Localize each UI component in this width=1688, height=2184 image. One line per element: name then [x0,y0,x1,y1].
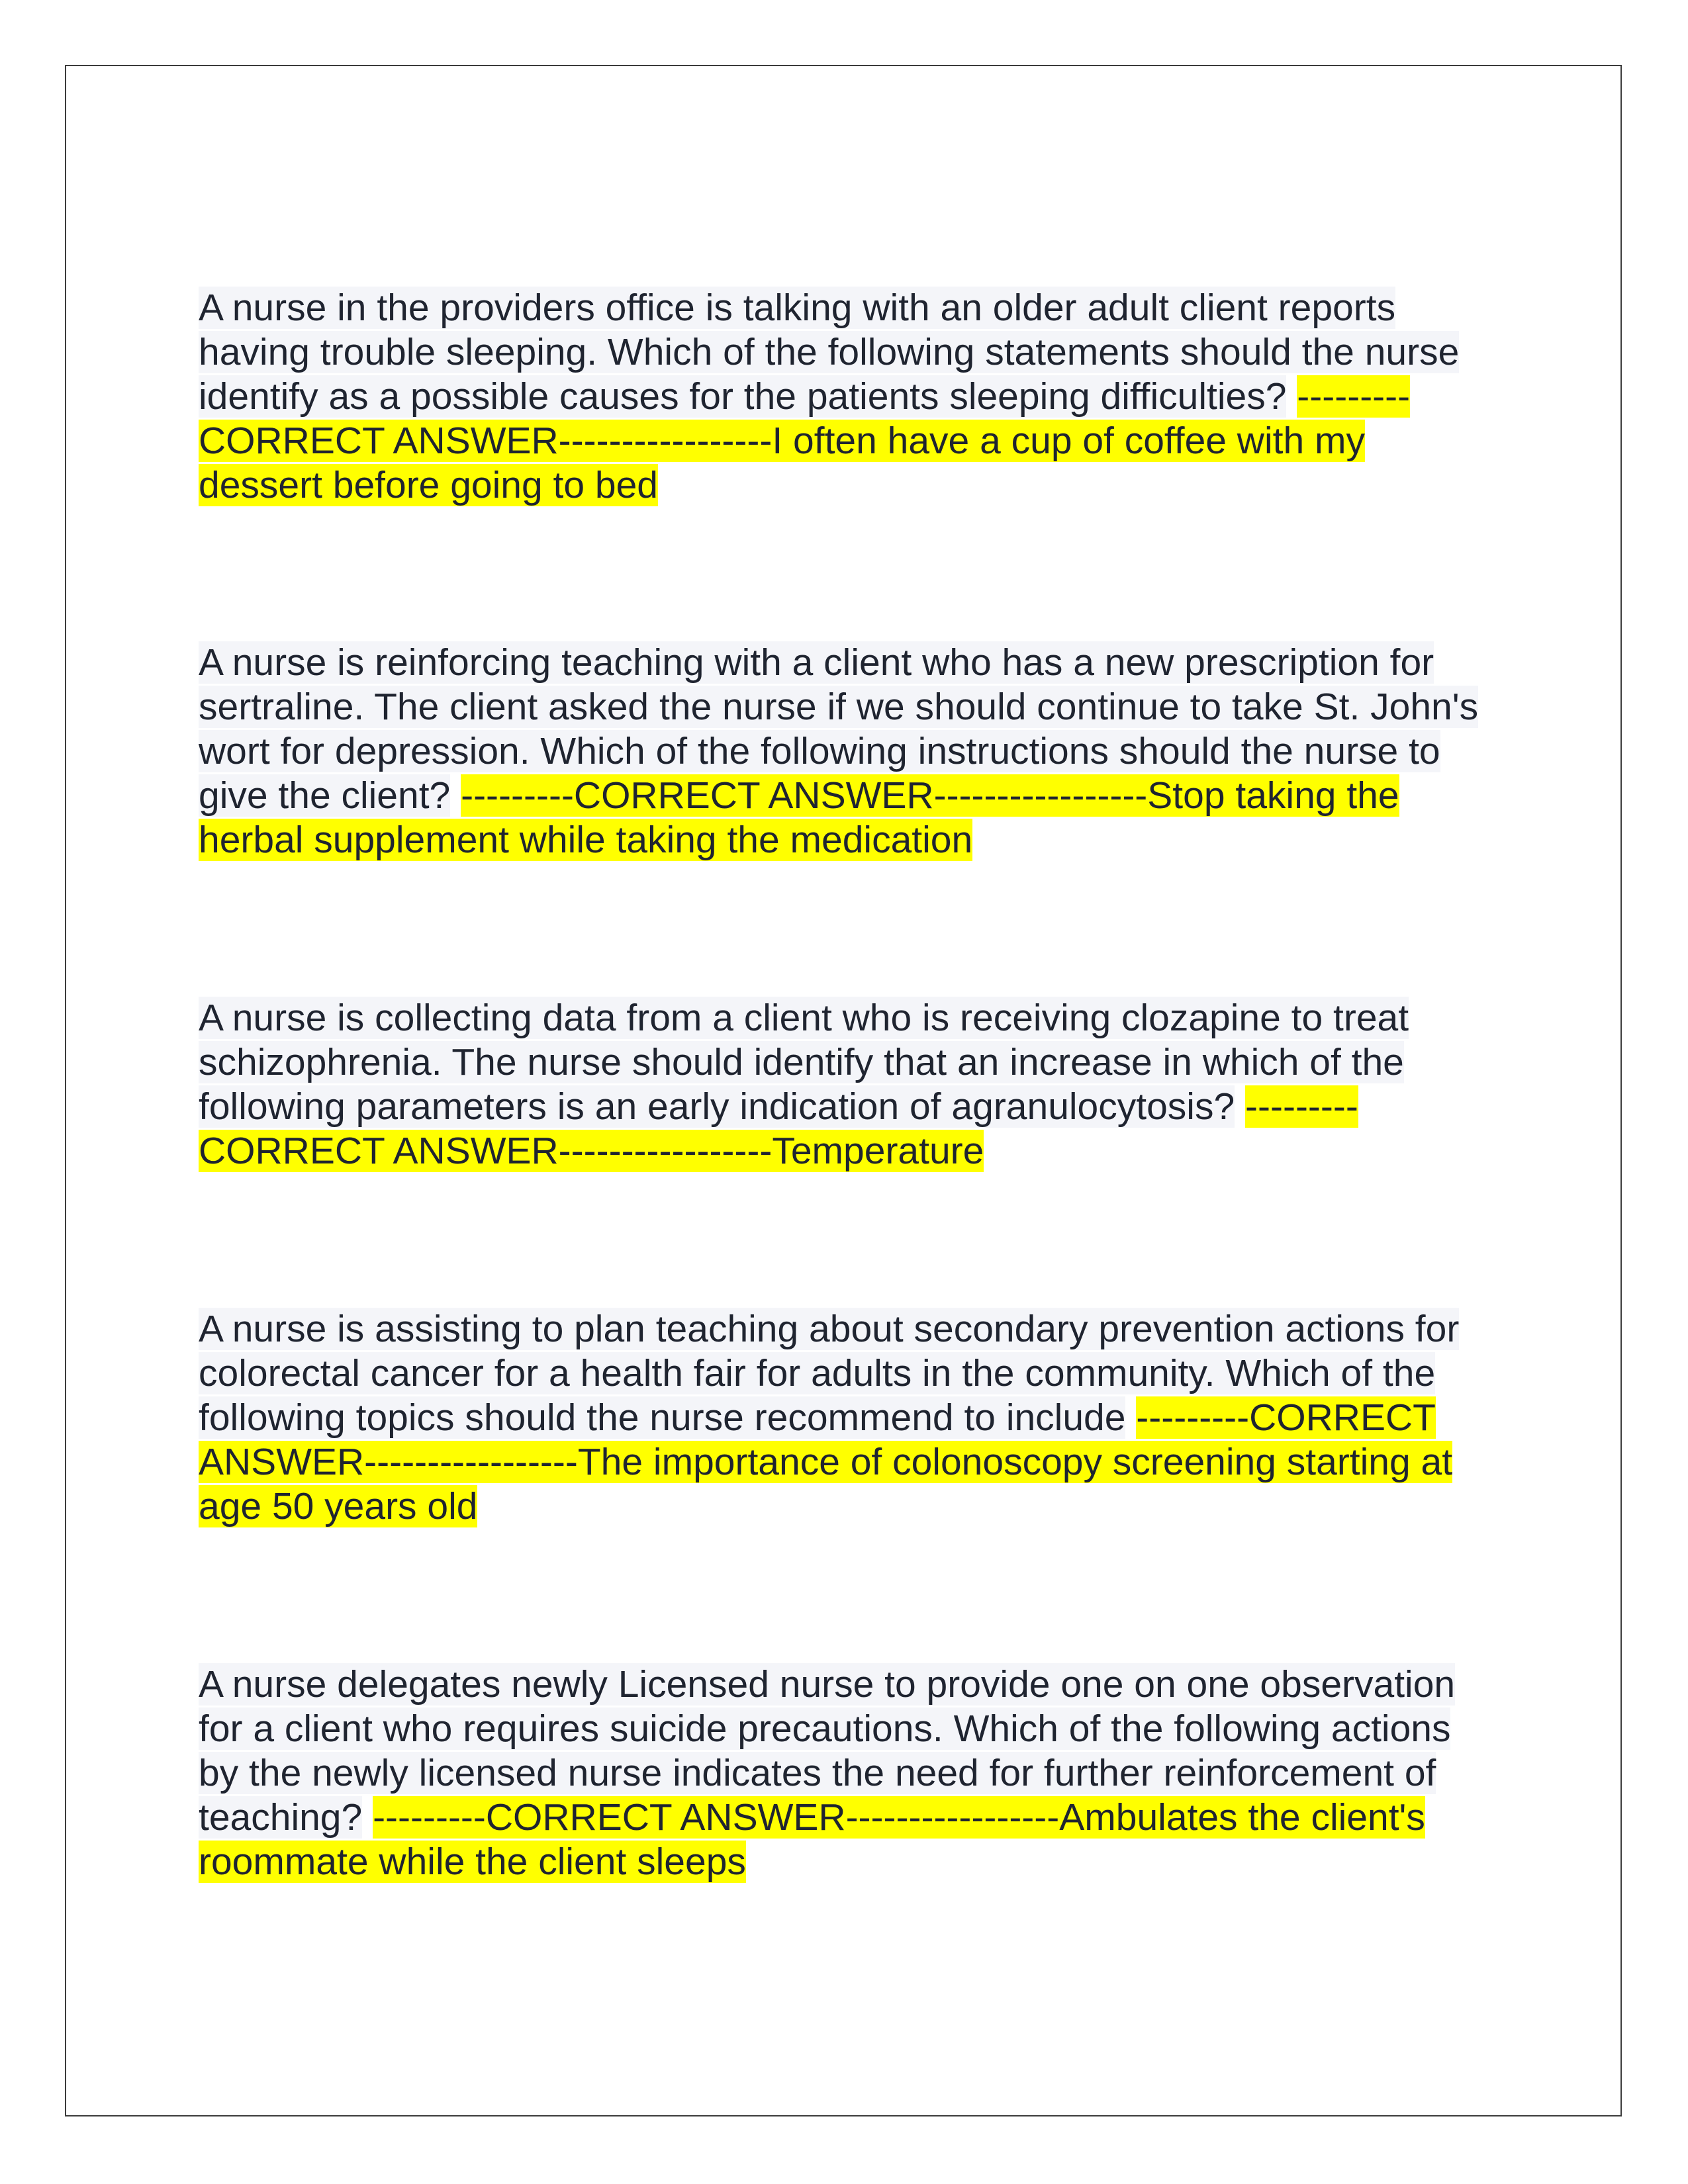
correct-answer-highlight: ---------CORRECT ANSWER-----------------Stop taking the herbal supplement while taking the medication [199,774,1399,861]
question-text: A nurse is collecting data from a client who is receiving clozapine to treat schizophrenia. The nurse should identify that an increase in which of the following parameters is an early indication of agranulocytosis? [199,997,1409,1128]
qa-item-2 [199,641,1496,862]
correct-answer-highlight: ---------CORRECT ANSWER-----------------Temperature [199,1085,1358,1172]
question-text: A nurse is assisting to plan teaching about secondary prevention actions for colorectal cancer for a health fair for adults in the community. Which of the following topics should the nurse recommend to include [199,1308,1460,1439]
qa-item-1 [199,286,1496,508]
correct-answer-highlight: ---------CORRECT ANSWER-----------------Ambulates the client's roommate while the client sleeps [199,1796,1425,1883]
correct-answer-highlight: ---------CORRECT ANSWER-----------------I often have a cup of coffee with my dessert before going to bed [199,375,1411,506]
qa-item-5 [199,1662,1496,1884]
question-text: A nurse in the providers office is talking with an older adult client reports having trouble sleeping. Which of the following statements should the nurse identify as a possible causes for the patients sleeping difficulties? [199,287,1460,418]
qa-item-4 [199,1307,1496,1529]
qa-item-3 [199,996,1496,1173]
question-text: A nurse is reinforcing teaching with a client who has a new prescription for sertraline. The client asked the nurse if we should continue to take St. John's wort for depression. Which of the following instructions should the nurse to give the client? [199,641,1479,817]
correct-answer-highlight: ---------CORRECT ANSWER-----------------The importance of colonoscopy screening starting at age 50 years old [199,1396,1453,1527]
question-text: A nurse delegates newly Licensed nurse to provide one on one observation for a client who requires suicide precautions. Which of the following actions by the newly licensed nurse indicates the need for further reinforcement of teaching? [199,1663,1456,1839]
